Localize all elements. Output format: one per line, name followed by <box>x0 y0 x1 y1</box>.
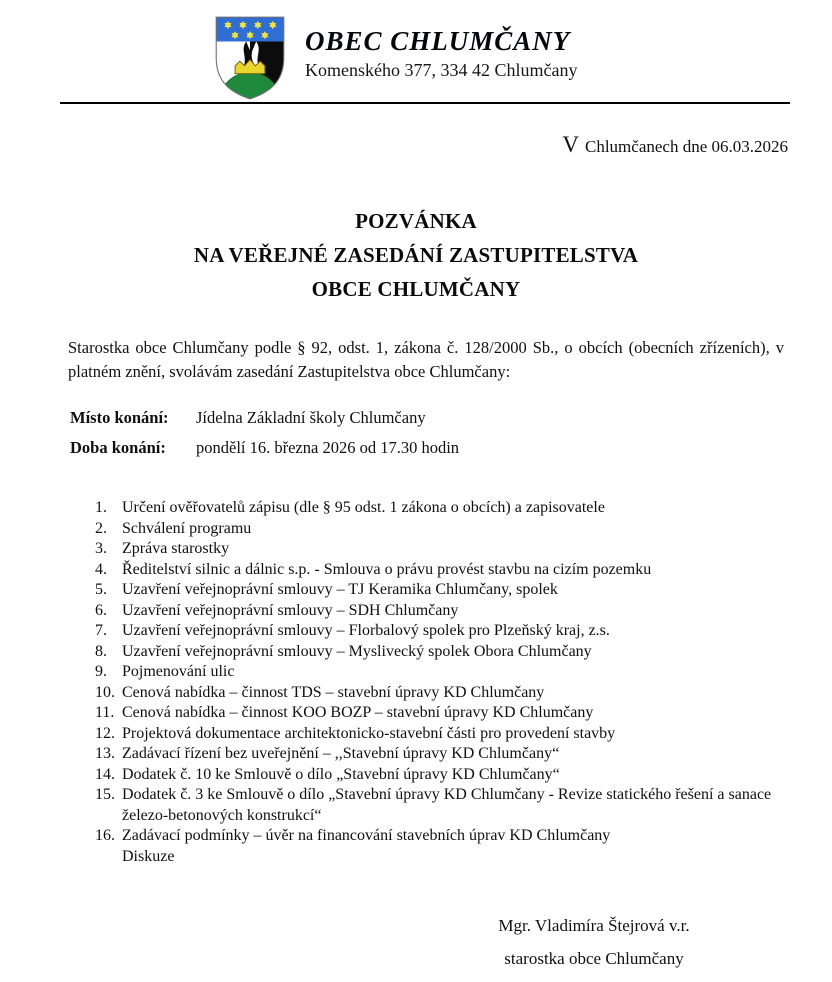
agenda-item: Schválení programu <box>122 519 252 537</box>
title-line-1: POZVÁNKA <box>355 209 477 233</box>
org-address: Komenského 377, 334 42 Chlumčany <box>305 60 578 80</box>
signature-block <box>424 909 764 975</box>
letterhead-text <box>305 26 577 81</box>
title-line-2: NA VEŘEJNÉ ZASEDÁNÍ ZASTUPITELSTVA <box>193 243 639 267</box>
agenda-discussion: Diskuze <box>122 847 175 865</box>
document-title <box>0 204 832 306</box>
agenda-item: Uzavření veřejnoprávní smlouvy – Florbalový spolek pro Plzeňský kraj, z.s. <box>122 622 610 639</box>
coat-of-arms-icon <box>205 14 295 102</box>
agenda-list <box>95 498 784 847</box>
meeting-info <box>70 408 832 468</box>
meeting-time-row <box>70 438 832 468</box>
intro-paragraph: Starostka obce Chlumčany podle § 92, odst. 1, zákona č. 128/2000 Sb., o obcích (obecních zřízeních), v platném znění, svolávám zasedání Zastupitelstva obce Chlumčany: <box>68 338 784 381</box>
agenda-item: Projektová dokumentace architektonicko-stavební části pro provedení stavby <box>122 724 616 742</box>
agenda-item: Zpráva starostky <box>122 540 230 557</box>
org-name: OBEC CHLUMČANY <box>305 26 571 56</box>
agenda-item: Dodatek č. 3 ke Smlouvě o dílo „Stavební úpravy KD Chlumčany - Revize statického řešení a sanace železo-betonových konstrukcí“ <box>122 786 772 824</box>
meeting-place-label: Místo konání: <box>70 408 169 427</box>
agenda-item: Uzavření veřejnoprávní smlouvy – SDH Chlumčany <box>122 601 459 619</box>
meeting-time-label: Doba konání: <box>70 438 166 457</box>
agenda-item: Určení ověřovatelů zápisu (dle § 95 odst. 1 zákona o obcích) a zapisovatele <box>122 499 605 516</box>
meeting-time-value: pondělí 16. března 2026 od 17.30 hodin <box>196 438 460 457</box>
date-line <box>0 132 788 158</box>
agenda-item: Zadávací podmínky – úvěr na financování stavebních úprav KD Chlumčany <box>122 827 611 844</box>
agenda-item: Cenová nabídka – činnost TDS – stavební úpravy KD Chlumčany <box>122 683 545 701</box>
agenda-item: Cenová nabídka – činnost KOO BOZP – stavební úpravy KD Chlumčany <box>122 704 594 721</box>
header-divider <box>60 102 790 104</box>
date-prefix: V <box>562 132 579 157</box>
agenda-item: Pojmenování ulic <box>122 663 235 680</box>
date-text: Chlumčanech dne 06.03.2026 <box>584 137 788 156</box>
signer-role: starostka obce Chlumčany <box>504 949 684 968</box>
agenda-item: Ředitelství silnic a dálnic s.p. - Smlouva o právu provést stavbu na cizím pozemku <box>122 560 652 578</box>
agenda-item: Uzavření veřejnoprávní smlouvy – Myslivecký spolek Obora Chlumčany <box>122 642 592 660</box>
agenda-item: Zadávací řízení bez uveřejnění – ,,Stavební úpravy KD Chlumčany“ <box>122 745 560 762</box>
title-line-3: OBCE CHLUMČANY <box>311 277 521 301</box>
meeting-place-row <box>70 408 832 438</box>
meeting-place-value: Jídelna Základní školy Chlumčany <box>196 408 426 427</box>
signer-name: Mgr. Vladimíra Štejrová v.r. <box>498 916 690 935</box>
agenda-item: Dodatek č. 10 ke Smlouvě o dílo „Stavební úpravy KD Chlumčany“ <box>122 765 560 783</box>
agenda-item: Uzavření veřejnoprávní smlouvy – TJ Keramika Chlumčany, spolek <box>122 581 558 598</box>
letterhead <box>0 0 832 104</box>
